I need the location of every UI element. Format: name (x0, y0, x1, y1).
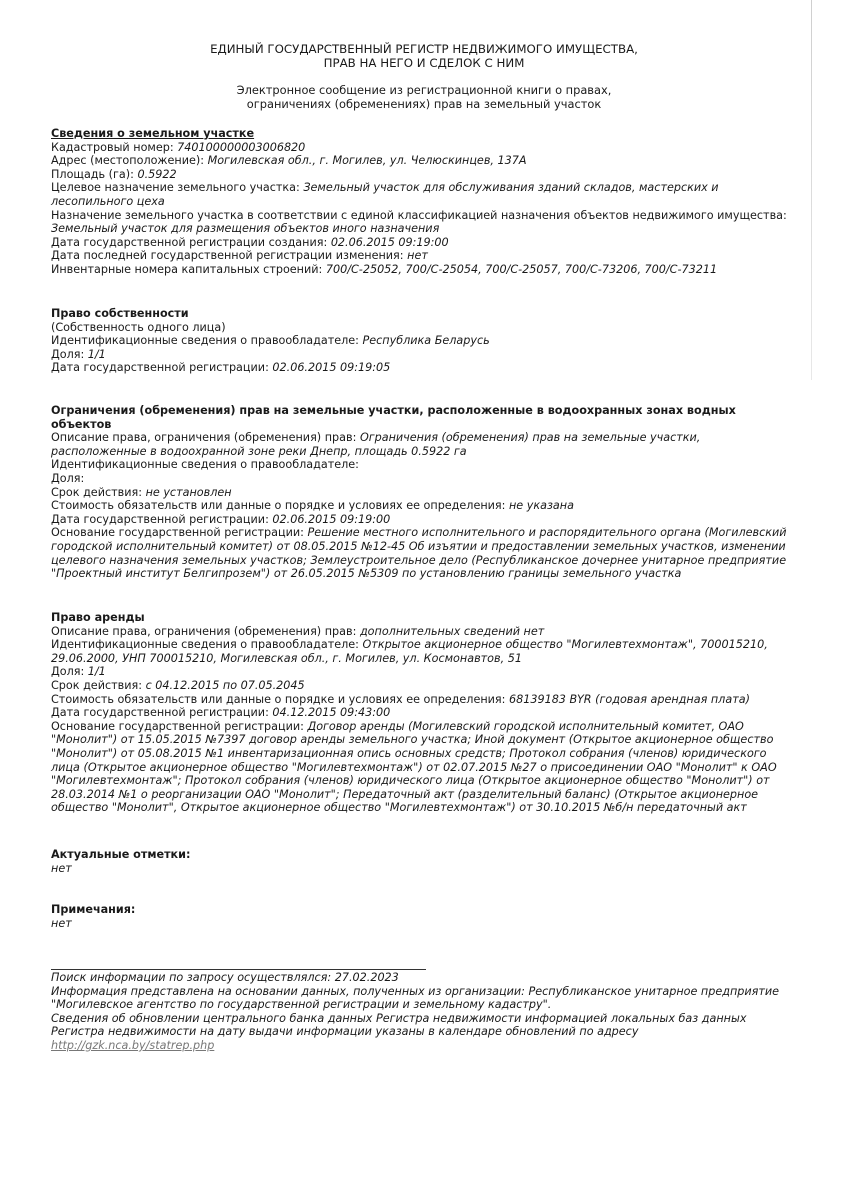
inventory-numbers (51, 263, 811, 277)
lease-description (51, 625, 811, 639)
marks-section (51, 848, 811, 875)
restriction-cost-label: Стоимость обязательств или данные о порядке и условиях ее определения: (51, 499, 509, 513)
lease-term-label: Срок действия: (51, 678, 146, 692)
lease-title: Право аренды (51, 611, 145, 624)
notes-value: нет (51, 916, 72, 930)
restriction-reg-date (51, 513, 811, 527)
lease-cost-label: Стоимость обязательств или данные о порядке и условиях ее определения: (51, 692, 509, 706)
cadastral-number (51, 141, 811, 155)
ownership-type: (Собственность одного лица) (51, 320, 226, 334)
lease-basis-label: Основание государственной регистрации: (51, 719, 308, 733)
parcel-section (51, 127, 811, 277)
area-label: Площадь (га): (51, 167, 138, 181)
address-value: Могилевская обл., г. Могилев, ул. Челюскинцев, 137А (207, 154, 527, 168)
source-info: Информация представлена на основании данных, полученных из организации: Республиканское унитарное предприятие "Могилевское агентство по государственной регистрации и земельному кадастру". (51, 984, 780, 1012)
footer-divider (51, 969, 426, 970)
cadastral-value: 740100000003006820 (177, 140, 306, 154)
ownership-reg-date-value: 02.06.2015 09:19:05 (272, 361, 391, 375)
cadastral-label: Кадастровый номер: (51, 140, 178, 154)
lease-section (51, 611, 811, 815)
ownership-holder-value: Республика Беларусь (362, 334, 490, 348)
restriction-reg-date-value: 02.06.2015 09:19:00 (272, 512, 391, 526)
ownership-holder (51, 334, 811, 348)
marks-title: Актуальные отметки: (51, 848, 191, 861)
ownership-reg-date (51, 361, 811, 375)
lease-desc-value: дополнительных сведений нет (359, 624, 545, 638)
restriction-term-value: не установлен (145, 485, 232, 499)
purpose (51, 181, 751, 208)
title-line-2: ПРАВ НА НЕГО И СДЕЛОК С НИМ (323, 56, 525, 70)
creation-date (51, 236, 811, 250)
restriction-desc-value: Ограничения (обременения) прав на земельные участки, расположенные в водоохранной зоне реки Днепр, площадь 0.5922 га (51, 431, 701, 458)
area-value: 0.5922 (137, 167, 177, 181)
ownership-share-label: Доля: (51, 347, 88, 361)
classification-value: Земельный участок для размещения объектов иного назначения (51, 222, 440, 236)
notes-section (51, 903, 811, 930)
creation-date-label: Дата государственной регистрации создания: (51, 235, 331, 249)
purpose-value: Земельный участок для обслуживания зданий складов, мастерских и лесопильного цеха (51, 181, 719, 208)
document-subtitle (0, 84, 848, 111)
restriction-term (51, 486, 811, 500)
notes-title: Примечания: (51, 903, 136, 916)
lease-term-value: с 04.12.2015 по 07.05.2045 (145, 678, 305, 692)
lease-share-label: Доля: (51, 665, 88, 679)
last-change-date (51, 249, 811, 263)
update-info: Сведения об обновлении центрального банка данных Регистра недвижимости информацией локальных баз данных Регистра недвижимости на дату выдачи информации указаны в календаре обновлений по адресу (51, 1011, 747, 1039)
restriction-desc-label: Описание права, ограничения (обременения) прав: (51, 431, 360, 445)
ownership-section (51, 307, 811, 375)
ownership-title: Право собственности (51, 307, 189, 320)
ownership-share-value: 1/1 (87, 347, 106, 361)
restriction-share-label: Доля: (51, 471, 85, 485)
restriction-description (51, 431, 761, 458)
lease-term (51, 679, 811, 693)
lease-holder-value: Открытое акционерное общество "Могилевтехмонтаж", 700015210, 29.06.2000, УНП 700015210, Могилевская обл., г. Могилев, ул. Космонавтов, 51 (51, 638, 768, 665)
document-title (0, 42, 848, 70)
marks-value: нет (51, 861, 72, 875)
title-line-1: ЕДИНЫЙ ГОСУДАРСТВЕННЫЙ РЕГИСТР НЕДВИЖИМОГО ИМУЩЕСТВА, (210, 42, 638, 56)
ownership-reg-date-label: Дата государственной регистрации: (51, 361, 273, 375)
ownership-share (51, 348, 811, 362)
restriction-term-label: Срок действия: (51, 485, 146, 499)
restriction-section (51, 404, 811, 581)
footer (51, 971, 811, 1053)
subtitle-line-1: Электронное сообщение из регистрационной книги о правах, (236, 83, 612, 97)
area (51, 168, 811, 182)
address-label: Адрес (местоположение): (51, 154, 208, 168)
parcel-title: Сведения о земельном участке (51, 127, 255, 140)
restriction-cost (51, 499, 811, 513)
ownership-holder-label: Идентификационные сведения о правообладателе: (51, 334, 363, 348)
inventory-label: Инвентарные номера капитальных строений: (51, 262, 326, 276)
restriction-reg-date-label: Дата государственной регистрации: (51, 512, 273, 526)
restriction-basis-value: Решение местного исполнительного и распорядительного органа (Могилевский городской исполнительный комитет) от 08.05.2015 №12-45 Об изъятии и предоставлении земельных участков, изменении целевого назначения земельных участков; Землеустроительное дело (Республиканское дочернее унитарное предприятие "Проектный институт Белгипрозем") от 26.05.2015 №5309 по установлению границы земельного участка (51, 526, 787, 581)
search-date: Поиск информации по запросу осуществлялся: 27.02.2023 (51, 971, 399, 984)
lease-desc-label: Описание права, ограничения (обременения) прав: (51, 624, 360, 638)
restriction-title: Ограничения (обременения) прав на земельные участки, расположенные в водоохранных зонах водных объектов (51, 404, 736, 431)
purpose-label: Целевое назначение земельного участка: (51, 181, 304, 195)
last-change-value: нет (407, 249, 428, 263)
subtitle-line-2: ограничениях (обременениях) прав на земельный участок (246, 96, 602, 111)
creation-date-value: 02.06.2015 09:19:00 (330, 235, 449, 249)
lease-reg-date (51, 706, 811, 720)
address (51, 154, 811, 168)
statrep-link-text[interactable]: http://gzk.nca.by/statrep.php (51, 1038, 215, 1052)
lease-reg-date-label: Дата государственной регистрации: (51, 706, 273, 720)
statrep-link[interactable] (51, 1039, 811, 1053)
restriction-holder-label: Идентификационные сведения о правообладателе: (51, 458, 359, 472)
lease-cost (51, 693, 811, 707)
inventory-value: 700/С-25052, 700/С-25054, 700/С-25057, 700/С-73206, 700/С-73211 (325, 262, 718, 276)
lease-basis-value: Договор аренды (Могилевский городской исполнительный комитет, ОАО "Монолит") от 15.05.2015 №7397 договор аренды земельного участка; Иной документ (Открытое акционерное общество "Монолит") от 05.08.2015 №1 инвентаризационная опись основных средств; Протокол собрания (членов) юридического лица (Открытое акционерное общество "Могилевтехмонтаж") от 02.07.2015 №27 о присоединении ОАО "Монолит" к ОАО "Могилевтехмонтаж"; Протокол собрания (членов) юридического лица (Открытое акционерное общество "Монолит") от 28.03.2014 №1 о реорганизации ОАО "Монолит"; Передаточный акт (разделительный баланс) (Открытое акционерное общество "Монолит", Открытое акционерное общество "Могилевтехмонтаж") от 30.10.2015 №б/н передаточный акт (51, 719, 777, 815)
lease-holder (51, 638, 796, 665)
restriction-cost-value: не указана (508, 499, 574, 513)
lease-reg-date-value: 04.12.2015 09:43:00 (272, 706, 391, 720)
restriction-basis (51, 526, 796, 580)
lease-share-value: 1/1 (87, 665, 106, 679)
restriction-basis-label: Основание государственной регистрации: (51, 526, 308, 540)
last-change-label: Дата последней государственной регистрации изменения: (51, 249, 408, 263)
lease-basis (51, 720, 796, 815)
lease-share (51, 665, 811, 679)
classification-label: Назначение земельного участка в соответствии с единой классификацией назначения объектов недвижимого имущества: (51, 208, 787, 222)
lease-holder-label: Идентификационные сведения о правообладателе: (51, 638, 363, 652)
lease-cost-value: 68139183 BYR (годовая арендная плата) (508, 692, 750, 706)
